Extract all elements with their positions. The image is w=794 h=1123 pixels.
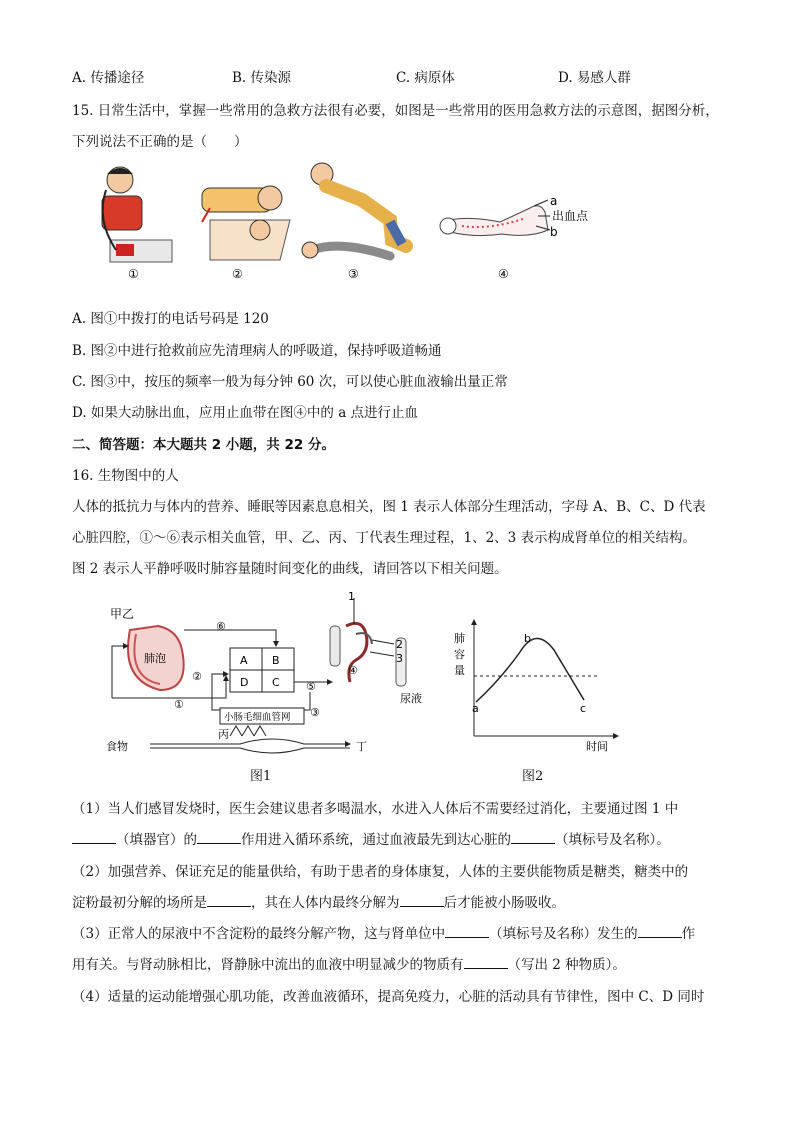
sub2-line2 [72, 891, 565, 911]
lung-volume-curve [476, 638, 584, 702]
figure2-caption: 图2 [522, 769, 544, 784]
q15-option-d: D. 如果大动脉出血，应用止血带在图④中的 a 点进行止血 [72, 405, 419, 421]
point-c: c [580, 702, 587, 715]
vessel-5: ⑤ [306, 680, 316, 693]
q14-option-a: A. 传播途径 [72, 70, 145, 86]
q16-intro-line1: 人体的抵抗力与体内的营养、睡眠等因素息息相关，图 1 表示人体部分生理活动，字母 A、B、C、D 代表 [72, 499, 706, 515]
sub3-line2 [72, 953, 626, 973]
answer-blank[interactable] [638, 925, 682, 938]
arm-tourniquet-figure [440, 194, 589, 239]
sub3-line1 [72, 922, 695, 942]
q15-stem-line2: 下列说法不正确的是（ ） [72, 134, 248, 150]
q14-option-c: C. 病原体 [396, 70, 455, 86]
text-seg: （3）正常人的尿液中不含淀粉的最终分解产物，这与肾单位中 [72, 926, 446, 942]
q16-figure2 [450, 600, 630, 760]
q16-intro-line3: 图 2 表示人平静呼吸时肺容量随时间变化的曲线，请回答以下相关问题。 [72, 561, 508, 577]
mouth-to-mouth-figure [202, 186, 290, 260]
vessel-1: ① [174, 698, 184, 711]
q15-option-b: B. 图②中进行抢救前应先清理病人的呼吸道，保持呼吸道畅通 [72, 343, 442, 359]
text-seg: （填器官）的 [116, 832, 197, 848]
figure-label-4: ④ [498, 267, 509, 280]
text-seg: （写出 2 种物质）。 [507, 957, 626, 973]
chamber-a: A [240, 654, 248, 667]
kidney-artery [330, 626, 340, 666]
answer-blank[interactable] [445, 925, 489, 938]
sub2-line1: （2）加强营养、保证充足的能量供给，有助于患者的身体康复，人体的主要供能物质是糖类，糖类中的 [72, 864, 689, 880]
text-seg: 作 [681, 926, 696, 942]
text-seg: （填标号及名称）。 [555, 832, 670, 848]
section2-title: 二、简答题：本大题共 2 小题，共 22 分。 [72, 437, 335, 453]
text-seg: 后才能被小肠吸收。 [443, 895, 565, 911]
figure-label-1: ① [128, 267, 139, 280]
chamber-b: B [272, 654, 280, 667]
figure1-caption: 图1 [250, 769, 272, 784]
fig4-label-a: a [550, 194, 558, 208]
q16-figure1 [100, 590, 440, 760]
label-food: 食物 [106, 740, 128, 753]
answer-blank[interactable] [464, 956, 508, 969]
kidney-part-2: 2 [396, 638, 403, 651]
answer-blank[interactable] [72, 831, 116, 844]
q15-first-aid-figures [90, 160, 610, 280]
q14-option-d: D. 易感人群 [558, 70, 631, 86]
text-seg: （填标号及名称）发生的 [489, 926, 638, 942]
answer-blank[interactable] [400, 894, 444, 907]
q15-stem-line1: 15. 日常生活中，掌握一些常用的急救方法很有必要，如图是一些常用的医用急救方法的示意图，据图分析， [72, 103, 719, 119]
xlabel: 时间 [586, 740, 608, 753]
label-jia-yi: 甲乙 [110, 607, 135, 621]
answer-blank[interactable] [511, 831, 555, 844]
point-b: b [524, 632, 531, 645]
chamber-c: C [272, 676, 280, 689]
ylabel-char-2: 容 [454, 648, 465, 661]
fig4-label-bleed: 出血点 [552, 209, 589, 223]
label-capillary: 小肠毛细血管网 [224, 712, 291, 723]
sub4-line1: （4）适量的运动能增强心肌功能，改善血液循环，提高免疫力，心脏的活动具有节律性，图中 C、D 同时 [72, 989, 705, 1005]
sub1-line2 [72, 828, 670, 848]
point-a: a [472, 702, 479, 715]
vessel-4: ④ [348, 664, 358, 677]
figure-label-3: ③ [348, 267, 359, 280]
vessel-6: ⑥ [216, 620, 226, 633]
answer-blank[interactable] [197, 831, 241, 844]
text-seg: 作用进入循环系统，通过血液最先到达心脏的 [241, 832, 511, 848]
answer-blank[interactable] [207, 894, 251, 907]
q15-option-c: C. 图③中，按压的频率一般为每分钟 60 次，可以使心脏血液输出量正常 [72, 374, 508, 390]
ylabel-char-1: 肺 [454, 632, 465, 645]
q15-option-a: A. 图①中拨打的电话号码是 120 [72, 311, 269, 327]
kidney-part-1: 1 [348, 590, 355, 603]
chamber-d: D [240, 676, 249, 689]
ylabel-char-3: 量 [454, 664, 465, 677]
q16-title: 16. 生物图中的人 [72, 468, 179, 484]
vessel-3: ③ [310, 706, 320, 719]
sub1-line1: （1）当人们感冒发烧时，医生会建议患者多喝温水，水进入人体后不需要经过消化，主要通过图 1 中 [72, 801, 679, 817]
kidney-part-3: 3 [396, 652, 403, 665]
chest-compression-figure [302, 163, 406, 258]
phone-call-figure [102, 167, 172, 262]
text-seg: ，其在人体内最终分解为 [251, 895, 400, 911]
label-alveolus: 肺泡 [144, 652, 166, 665]
text-seg: 淀粉最初分解的场所是 [72, 895, 207, 911]
q16-intro-line2: 心脏四腔，①～⑥表示相关血管，甲、乙、丙、丁代表生理过程，1、2、3 表示构成肾单位的相关结构。 [72, 530, 697, 546]
label-bing: 丙 [218, 728, 229, 741]
text-seg: 用有关。与肾动脉相比，肾静脉中流出的血液中明显减少的物质有 [72, 957, 464, 973]
label-urine: 尿液 [400, 692, 422, 705]
q14-option-b: B. 传染源 [232, 70, 292, 86]
vessel-2: ② [192, 670, 202, 683]
fig4-label-b: b [550, 225, 558, 239]
figure-label-2: ② [232, 267, 243, 280]
label-ding: 丁 [356, 740, 367, 753]
